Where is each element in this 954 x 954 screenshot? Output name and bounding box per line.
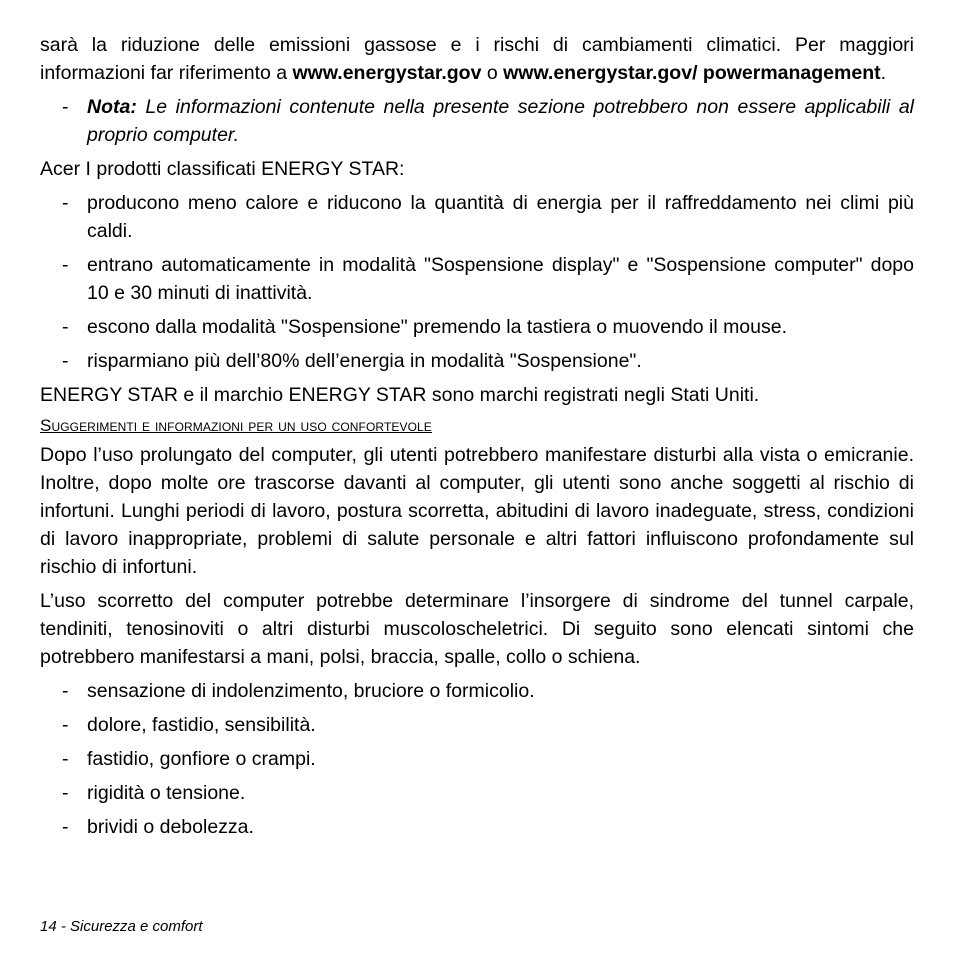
dash-marker: - (62, 714, 69, 736)
page-footer: 14 - Sicurezza e comfort (40, 918, 203, 935)
intro-end: . (880, 62, 887, 84)
list-item-text: producono meno calore e riducono la quantità di energia per il raffreddamento nei climi più caldi. (87, 192, 914, 242)
energystar-link: www.energystar.gov (292, 62, 482, 84)
symptoms-list (40, 677, 914, 841)
list-item-text: entrano automaticamente in modalità "Sospensione display" e "Sospensione computer" dopo 10 e 30 minuti di inattività. (87, 254, 914, 304)
dash-marker: - (62, 680, 69, 702)
list-item (40, 813, 914, 841)
list-item-text: sensazione di indolenzimento, bruciore o formicolio. (87, 680, 535, 702)
note-list (40, 93, 914, 149)
link-separator: o (481, 62, 504, 84)
list-item-text: dolore, fastidio, sensibilità. (87, 714, 316, 736)
body-paragraph-1: Dopo l’uso prolungato del computer, gli utenti potrebbero manifestare disturbi alla vista o emicranie. Inoltre, dopo molte ore trascorse davanti al computer, gli utenti sono anche soggetti al rischio di infortuni. Lunghi periodi di lavoro, postura scorretta, abitudini di lavoro inadeguate, stress, condizioni di lavoro inappropriate, problemi di salute personale e altri fattori influiscono profondamente sul rischio di infortuni. (40, 444, 914, 578)
dash-marker: - (62, 316, 69, 338)
list-item (40, 347, 914, 375)
list-item-text: fastidio, gonfiore o crampi. (87, 748, 316, 770)
trademark-paragraph: ENERGY STAR e il marchio ENERGY STAR sono marchi registrati negli Stati Uniti. (40, 384, 760, 406)
list-item-text: brividi o debolezza. (87, 816, 254, 838)
list-item (40, 189, 914, 245)
note-label: Nota: (87, 96, 137, 118)
list-item (40, 711, 914, 739)
dash-marker: - (62, 350, 69, 372)
dash-marker: - (62, 816, 69, 838)
dash-marker: - (62, 192, 69, 214)
list-item-text: escono dalla modalità "Sospensione" premendo la tastiera o muovendo il mouse. (87, 316, 788, 338)
body-paragraph-2: L’uso scorretto del computer potrebbe determinare l’insorgere di sindrome del tunnel carpale, tendiniti, tenosinoviti o altri disturbi muscoloscheletrici. Di seguito sono elencati sintomi che potrebbero manifestarsi a mani, polsi, braccia, spalle, collo o schiena. (40, 590, 914, 668)
list-item-text: risparmiano più dell’80% dell’energia in modalità "Sospensione". (87, 350, 642, 372)
intro-paragraph (40, 31, 914, 87)
energy-star-intro: Acer I prodotti classificati ENERGY STAR: (40, 158, 405, 180)
note-item (40, 93, 914, 149)
note-text: Le informazioni contenute nella presente sezione potrebbero non essere applicabili al proprio computer. (87, 96, 914, 146)
dash-marker: - (62, 254, 69, 276)
energy-star-list (40, 189, 914, 375)
dash-marker: - (62, 748, 69, 770)
list-item-text: rigidità o tensione. (87, 782, 246, 804)
list-item (40, 313, 914, 341)
dash-marker: - (62, 782, 69, 804)
section-heading: Suggerimenti e informazioni per un uso confortevole (40, 416, 432, 435)
list-item (40, 779, 914, 807)
powermanagement-link: www.energystar.gov/ powermanagement (503, 62, 881, 84)
intro-text: sarà la riduzione delle emissioni gassose e i rischi di cambiamenti climatici. Per maggiori informazioni far riferimento a (40, 34, 914, 84)
list-item (40, 677, 914, 705)
list-item (40, 745, 914, 773)
list-item (40, 251, 914, 307)
document-page (40, 31, 914, 847)
dash-marker: - (62, 96, 69, 118)
